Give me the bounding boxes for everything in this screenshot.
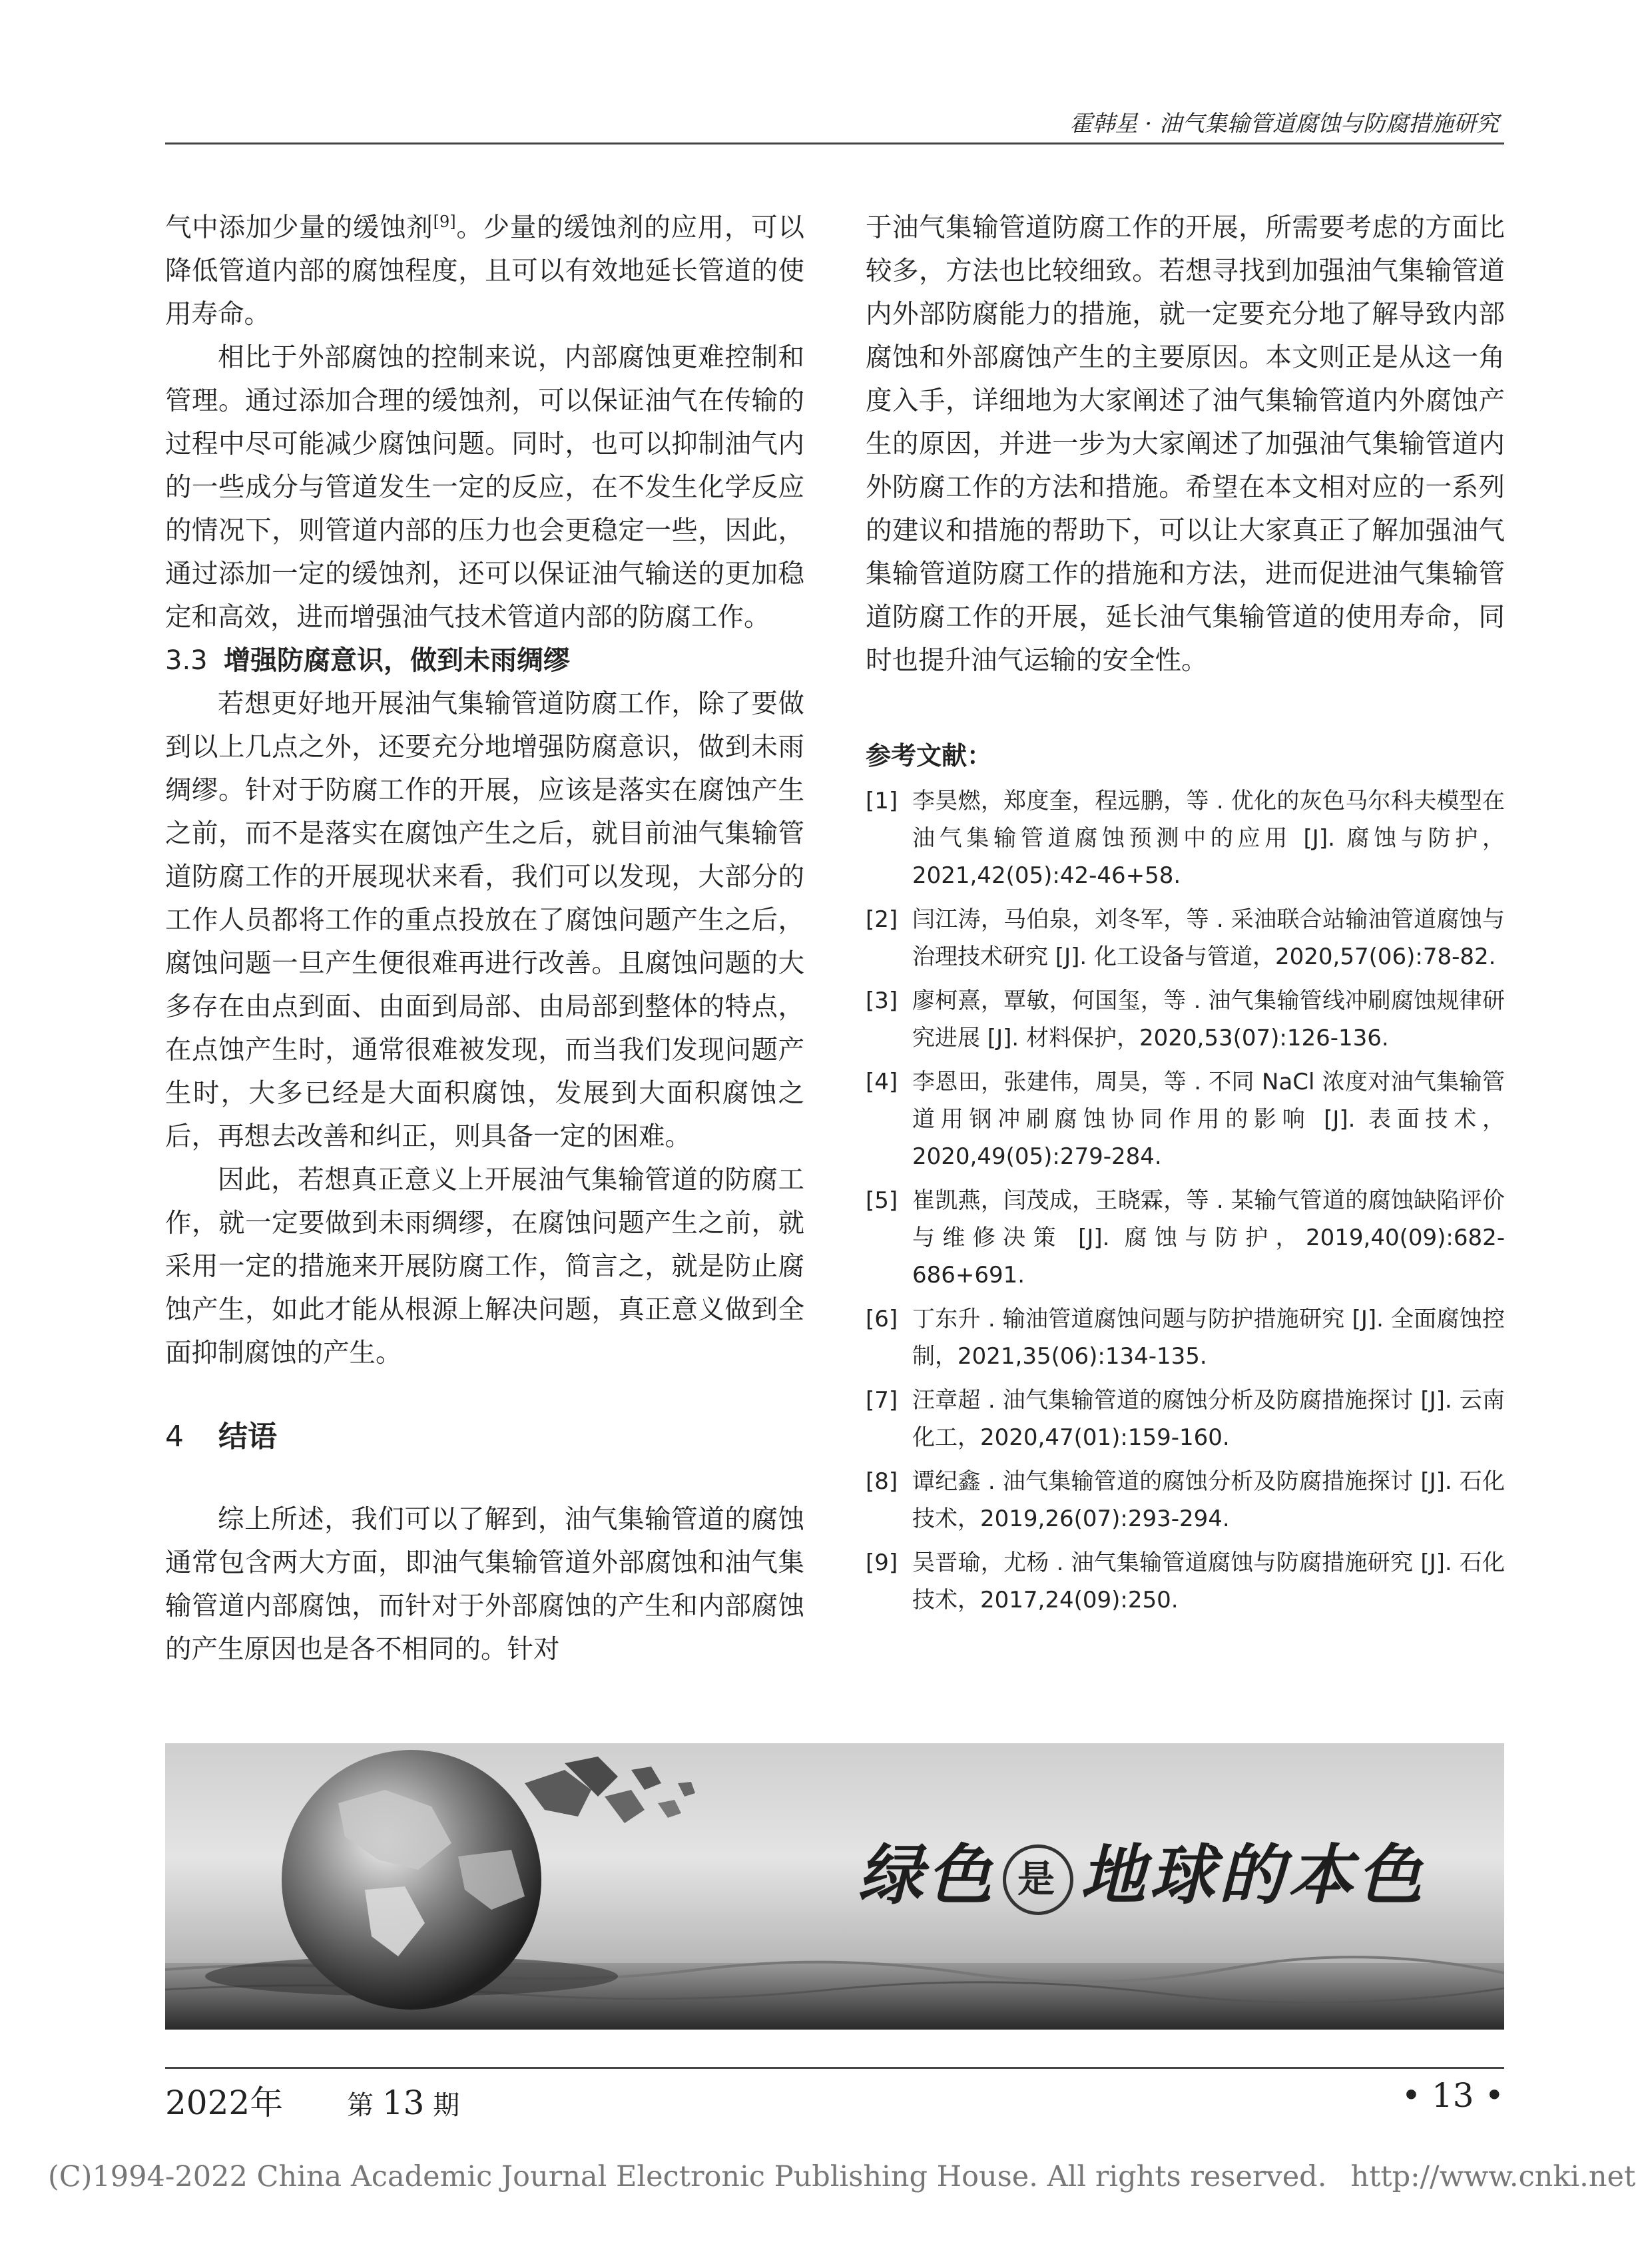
reference-index: [1]: [866, 788, 898, 814]
references-title: 参考文献：: [866, 741, 993, 770]
reference-item: [866, 901, 1505, 976]
section-number: 3.3: [165, 645, 208, 676]
reference-item: [866, 782, 1505, 894]
reference-text: 廖柯熹，覃敏，何国玺，等 . 油气集输管线冲刷腐蚀规律研究进展 [J]. 材料保护，2020,53(07):126-136.: [912, 987, 1505, 1051]
copyright-text: (C)1994-2022 China Academic Journal Electronic Publishing House. All rights reserved.: [48, 2160, 1327, 2193]
reference-item: [866, 1063, 1505, 1175]
header-rule: [165, 142, 1504, 144]
reference-index: [6]: [866, 1306, 898, 1332]
slogan-text: 地球的本色: [1080, 1838, 1427, 1914]
reference-item: [866, 1300, 1505, 1375]
reference-item: [866, 1544, 1505, 1619]
reference-item: [866, 1463, 1505, 1538]
section-number: 4: [165, 1420, 184, 1454]
paragraph: 相比于外部腐蚀的控制来说，内部腐蚀更难控制和管理。通过添加合理的缓蚀剂，可以保证油气在传输的过程中尽可能减少腐蚀问题。同时，也可以抑制油气内的一些成分与管道发生一定的反应，在不发生化学反应的情况下，则管道内部的压力也会更稳定一些，因此，通过添加一定的缓蚀剂，还可以保证油气输送的更加稳定和高效，进而增强油气技术管道内部的防腐工作。: [165, 342, 804, 633]
paragraph: 若想更好地开展油气集输管道防腐工作，除了要做到以上几点之外，还要充分地增强防腐意识，做到未雨绸缪。针对于防腐工作的开展，应该是落实在腐蚀产生之前，而不是落实在腐蚀产生之后，就目前油气集输管道防腐工作的开展现状来看，我们可以发现，大部分的工作人员都将工作的重点投放在了腐蚀问题产生之后，腐蚀问题一旦产生便很难再进行改善。且腐蚀问题的大多存在由点到面、由面到局部、由局部到整体的特点，在点蚀产生时，通常很难被发现，而当我们发现问题产生时，大多已经是大面积腐蚀，发展到大面积腐蚀之后，再想去改善和纠正，则具备一定的困难。: [165, 689, 804, 1152]
slogan-circle-char: 是: [1003, 1844, 1073, 1915]
right-column: [866, 206, 1505, 1625]
reference-text: 李昊燃，郑度奎，程远鹏，等 . 优化的灰色马尔科夫模型在油气集输管道腐蚀预测中的应用 [J]. 腐蚀与防护，2021,42(05):42-46+58.: [912, 788, 1505, 889]
issue-prefix: 第: [347, 2090, 374, 2121]
reference-text: 崔凯燕，闫茂成，王晓霖，等 . 某输气管道的腐蚀缺陷评价与维修决策 [J]. 腐蚀与防护，2019,40(09):682-686+691.: [912, 1187, 1505, 1288]
slogan-text: 绿色: [858, 1838, 997, 1914]
paragraph-text: 气中添加少量的缓蚀剂: [165, 212, 433, 243]
running-header: 霍韩星 · 油气集输管道腐蚀与防腐措施研究: [1069, 111, 1499, 137]
paragraph: [165, 206, 804, 336]
footer-issue: [347, 2084, 460, 2122]
section-title: 结语: [218, 1420, 277, 1454]
reference-list: [866, 782, 1505, 1619]
reference-item: [866, 1182, 1505, 1294]
reference-index: [7]: [866, 1387, 898, 1414]
reference-index: [2]: [866, 906, 898, 933]
reference-item: [866, 1382, 1505, 1456]
footer-year: 2022年: [165, 2084, 284, 2122]
reference-item: [866, 982, 1505, 1057]
reference-text: 汪章超 . 油气集输管道的腐蚀分析及防腐措施探讨 [J]. 云南化工，2020,47(01):159-160.: [912, 1387, 1505, 1451]
copyright-notice: [48, 2160, 1635, 2193]
reference-index: [9]: [866, 1549, 898, 1576]
paragraph-text: 。少量的缓蚀剂的应用，可以降低管道内部的腐蚀程度，且可以有效地延长管道的使用寿命。: [165, 212, 805, 330]
reference-index: [3]: [866, 987, 898, 1014]
section-heading-3-3: [165, 639, 804, 683]
reference-index: [4]: [866, 1069, 898, 1095]
reference-text: 李恩田，张建伟，周昊，等 . 不同 NaCl 浓度对油气集输管道用钢冲刷腐蚀协同作用的影响 [J]. 表面技术，2020,49(05):279-284.: [912, 1069, 1505, 1170]
citation-superscript: [9]: [433, 212, 456, 231]
paragraph: 因此，若想真正意义上开展油气集输管道的防腐工作，就一定要做到未雨绸缪，在腐蚀问题产生之前，就采用一定的措施来开展防腐工作，简言之，就是防止腐蚀产生，如此才能从根源上解决问题，真正意义做到全面抑制腐蚀的产生。: [165, 1165, 804, 1368]
section-heading-4: [165, 1415, 804, 1458]
reference-text: 丁东升 . 输油管道腐蚀问题与防护措施研究 [J]. 全面腐蚀控制，2021,35(06):134-135.: [912, 1306, 1505, 1370]
reference-text: 闫江涛，马伯泉，刘冬军，等 . 采油联合站输油管道腐蚀与治理技术研究 [J]. 化工设备与管道，2020,57(06):78-82.: [912, 906, 1505, 970]
paragraph: 于油气集输管道防腐工作的开展，所需要考虑的方面比较多，方法也比较细致。若想寻找到加强油气集输管道内外部防腐能力的措施，就一定要充分地了解导致内部腐蚀和外部腐蚀产生的主要原因。本文则正是从这一角度入手，详细地为大家阐述了油气集输管道内外腐蚀产生的原因，并进一步为大家阐述了加强油气集输管道内外防腐工作的方法和措施。希望在本文相对应的一系列的建议和措施的帮助下，可以让大家真正了解加强油气集输管道防腐工作的措施和方法，进而促进油气集输管道防腐工作的开展，延长油气集输管道的使用寿命，同时也提升油气运输的安全性。: [866, 212, 1505, 676]
footer-issue-info: [165, 2076, 459, 2124]
issue-suffix: 期: [433, 2090, 460, 2121]
left-column: [165, 206, 804, 1671]
footer-rule: [165, 2067, 1504, 2069]
section-title: 增强防腐意识，做到未雨绸缪: [224, 645, 570, 676]
reference-index: [8]: [866, 1468, 898, 1495]
paragraph: 综上所述，我们可以了解到，油气集输管道的腐蚀通常包含两大方面，即油气集输管道外部腐蚀和油气集输管道内部腐蚀，而针对于外部腐蚀的产生和内部腐蚀的产生原因也是各不相同的。针对: [165, 1504, 804, 1665]
green-earth-banner: [165, 1743, 1504, 2030]
reference-text: 谭纪鑫 . 油气集输管道的腐蚀分析及防腐措施探讨 [J]. 石化技术，2019,26(07):293-294.: [912, 1468, 1505, 1532]
reference-text: 吴晋瑜，尤杨 . 油气集输管道腐蚀与防腐措施研究 [J]. 石化技术，2017,24(09):250.: [912, 1549, 1505, 1613]
reference-index: [5]: [866, 1187, 898, 1214]
banner-slogan: [858, 1823, 1426, 1917]
page-number: • 13 •: [1401, 2076, 1504, 2115]
issue-number: 13: [382, 2084, 425, 2122]
copyright-url: http://www.cnki.net: [1350, 2160, 1636, 2193]
